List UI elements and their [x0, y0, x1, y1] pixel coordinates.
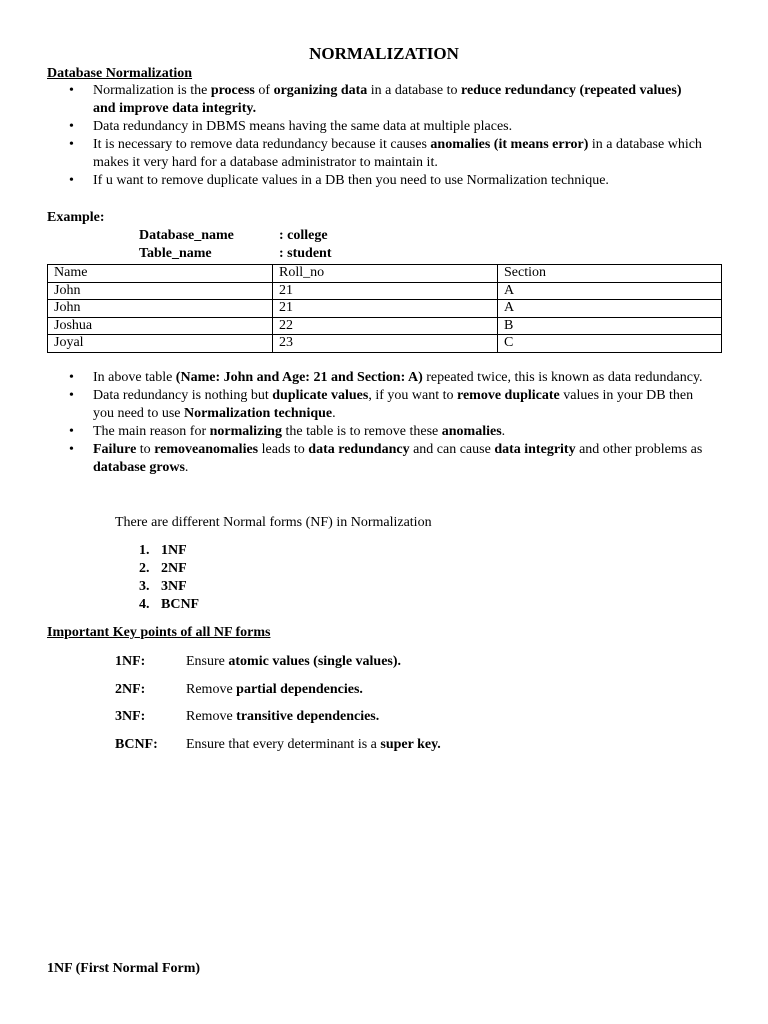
- nf-item-label: 1NF: [161, 543, 187, 558]
- keypoint-key-bcnf: BCNF:: [115, 737, 158, 752]
- bullet-icon: •: [69, 119, 74, 134]
- keypoint-desc-1nf: Ensure atomic values (single values).: [186, 654, 402, 669]
- redundancy-bullet-list: [47, 369, 707, 477]
- normalization-bullet-list: [47, 82, 707, 190]
- normal-forms-intro: There are different Normal forms (NF) in Normalization: [115, 515, 432, 530]
- bullet-icon: •: [69, 388, 74, 403]
- section-heading-key-points: Important Key points of all NF forms: [47, 625, 271, 640]
- column-header-section: Section: [498, 265, 722, 283]
- table-row: [48, 282, 722, 300]
- list-item: [139, 560, 199, 578]
- nf-item-label: BCNF: [161, 597, 200, 612]
- normal-forms-list: [139, 542, 199, 614]
- list-item: [47, 136, 707, 172]
- keypoint-desc-2nf: Remove partial dependencies.: [186, 682, 363, 697]
- database-name-key: Database_name: [139, 228, 234, 243]
- bullet-text: In above table (Name: John and Age: 21 and Section: A) repeated twice, this is known as data redundancy.: [93, 370, 703, 385]
- table-cell: John: [48, 300, 273, 318]
- table-cell: 21: [273, 282, 498, 300]
- list-item: [47, 172, 707, 190]
- database-name-value: : college: [279, 228, 328, 243]
- nf-item-label: 3NF: [161, 579, 187, 594]
- bullet-text: Data redundancy in DBMS means having the same data at multiple places.: [93, 119, 513, 134]
- table-cell: B: [498, 317, 722, 335]
- table-cell: C: [498, 335, 722, 353]
- keypoint-key-3nf: 3NF:: [115, 709, 146, 724]
- list-number: 3.: [139, 579, 150, 594]
- list-item: [139, 578, 199, 596]
- table-header-row: [48, 265, 722, 283]
- bullet-icon: •: [69, 424, 74, 439]
- list-number: 4.: [139, 597, 150, 612]
- nf-item-label: 2NF: [161, 561, 187, 576]
- table-row: [48, 317, 722, 335]
- table-row: [48, 300, 722, 318]
- keypoint-key-2nf: 2NF:: [115, 682, 146, 697]
- keypoint-key-1nf: 1NF:: [115, 654, 146, 669]
- page-title: NORMALIZATION: [309, 44, 459, 63]
- table-cell: 23: [273, 335, 498, 353]
- table-cell: John: [48, 282, 273, 300]
- list-item: [47, 118, 707, 136]
- table-cell: Joshua: [48, 317, 273, 335]
- column-header-name: Name: [48, 265, 273, 283]
- table-cell: Joyal: [48, 335, 273, 353]
- list-item: [139, 596, 199, 614]
- table-row: [48, 335, 722, 353]
- table-cell: 22: [273, 317, 498, 335]
- table-name-key: Table_name: [139, 246, 212, 261]
- list-item: [47, 423, 707, 441]
- list-item: [47, 441, 707, 477]
- list-item: [139, 542, 199, 560]
- bullet-icon: •: [69, 137, 74, 152]
- bullet-icon: •: [69, 83, 74, 98]
- table-cell: A: [498, 300, 722, 318]
- bullet-text: Failure to removeanomalies leads to data redundancy and can cause data integrity and other problems as database grows.: [93, 442, 703, 475]
- table-cell: 21: [273, 300, 498, 318]
- list-number: 1.: [139, 543, 150, 558]
- list-item: [47, 387, 707, 423]
- section-heading-1nf: 1NF (First Normal Form): [47, 961, 201, 976]
- student-table: [47, 264, 722, 353]
- example-label: Example:: [47, 210, 105, 225]
- bullet-icon: •: [69, 442, 74, 457]
- bullet-text: Data redundancy is nothing but duplicate values, if you want to remove duplicate values in your DB then you need to use Normalization technique.: [93, 388, 694, 421]
- keypoint-desc-3nf: Remove transitive dependencies.: [186, 709, 380, 724]
- bullet-text: It is necessary to remove data redundancy because it causes anomalies (it means error) in a database which makes it very hard for a database administrator to maintain it.: [93, 137, 702, 170]
- list-item: [47, 369, 707, 387]
- keypoint-desc-bcnf: Ensure that every determinant is a super key.: [186, 737, 441, 752]
- table-name-value: : student: [279, 246, 332, 261]
- column-header-roll-no: Roll_no: [273, 265, 498, 283]
- bullet-text: If u want to remove duplicate values in a DB then you need to use Normalization technique.: [93, 173, 609, 188]
- bullet-text: The main reason for normalizing the table is to remove these anomalies.: [93, 424, 506, 439]
- section-heading-database-normalization: Database Normalization: [47, 66, 193, 81]
- bullet-icon: •: [69, 370, 74, 385]
- bullet-icon: •: [69, 173, 74, 188]
- bullet-text: Normalization is the process of organizing data in a database to reduce redundancy (repeated values) and improve data integrity.: [93, 83, 682, 116]
- list-number: 2.: [139, 561, 150, 576]
- list-item: [47, 82, 707, 118]
- table-cell: A: [498, 282, 722, 300]
